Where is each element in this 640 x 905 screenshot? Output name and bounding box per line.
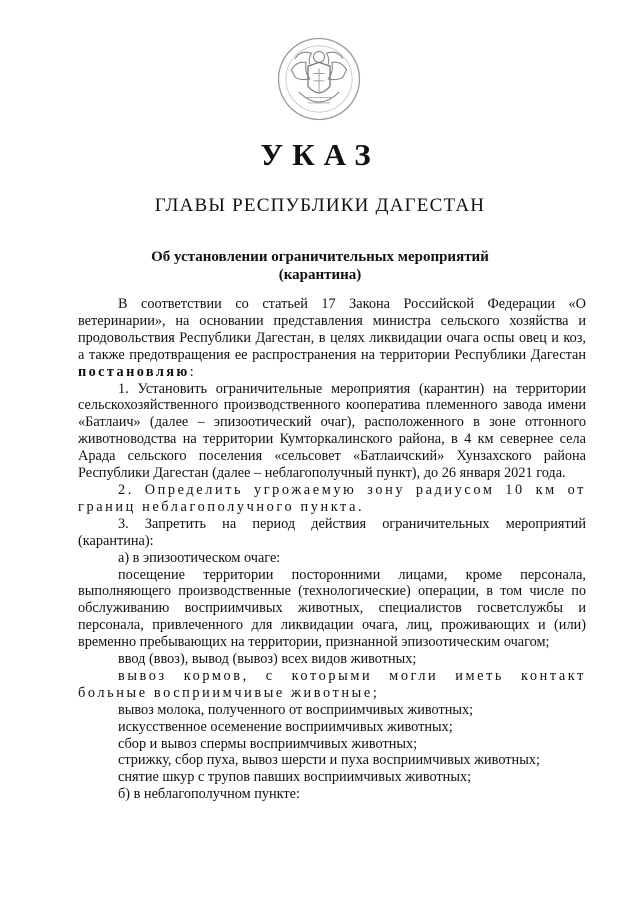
heading-line-1: Об установлении ограничительных мероприятий bbox=[151, 249, 489, 265]
subsection-a-heading: а) в эпизоотическом очаге: bbox=[118, 549, 281, 566]
preamble-text: В соответствии со статьей 17 Закона Российской Федерации «О ветеринарии», на основании представления министра сельского хозяйства и продовольствия Республики Дагестан, в целях ликвидации очага оспы овец и коз, а также предотвращения ее распространения на территории Республики Дагестан bbox=[78, 296, 586, 363]
list-item: вывоз молока, полученного от восприимчивых животных; bbox=[118, 701, 474, 718]
coat-of-arms-emblem bbox=[273, 33, 365, 125]
document-title: УКАЗ bbox=[260, 137, 380, 172]
list-item: посещение территории посторонними лицами, кроме персонала, выполняющего производственные (технологические) операции, в том числе по обслуживанию восприимчивых животных, специалистов госветслужбы и персонала, привлеченного для ликвидации очага, лиц, проживающих и (или) временно пребывающих на территории, признанной эпизоотическим очагом; bbox=[78, 566, 586, 651]
item-1-paragraph: 1. Установить ограничительные мероприятия (карантин) на территории сельскохозяйственного производственного кооператива племенного завода имени «Батлаич» (далее – эпизоотический очаг), расположенного в зоне отгонного животноводства на территории Кумторкалинского района, в 4 км севернее села Арада сельского поселения «сельсовет «Батлаичский» Хунзахского района Республики Дагестан (далее – неблагополучный пункт), до 26 января 2021 года. bbox=[78, 380, 586, 482]
decree-keyword: постановляю bbox=[78, 363, 190, 380]
list-item: ввод (ввоз), вывод (вывоз) всех видов животных; bbox=[118, 651, 417, 668]
preamble-paragraph bbox=[78, 296, 586, 381]
decree-heading bbox=[0, 248, 640, 284]
decree-colon: : bbox=[189, 363, 194, 380]
list-item: искусственное осеменение восприимчивых животных; bbox=[118, 718, 453, 735]
item-3-paragraph: 3. Запретить на период действия ограничительных мероприятий (карантина): bbox=[78, 515, 586, 549]
subsection-b-heading: б) в неблагополучном пункте: bbox=[118, 786, 300, 803]
list-item: снятие шкур с трупов павших восприимчивых животных; bbox=[118, 769, 472, 786]
item-2-paragraph: 2. Определить угрожаемую зону радиусом 10 км от границ неблагополучного пункта. bbox=[78, 481, 586, 515]
list-item: сбор и вывоз спермы восприимчивых животных; bbox=[118, 735, 418, 752]
document-subtitle: ГЛАВЫ РЕСПУБЛИКИ ДАГЕСТАН bbox=[154, 195, 486, 216]
decree-body bbox=[78, 296, 586, 803]
heading-line-2: (карантина) bbox=[278, 267, 362, 283]
list-item: стрижку, сбор пуха, вывоз шерсти и пуха восприимчивых животных; bbox=[118, 752, 540, 769]
list-item: вывоз кормов, с которыми могли иметь контакт больные восприимчивые животные; bbox=[78, 667, 586, 701]
